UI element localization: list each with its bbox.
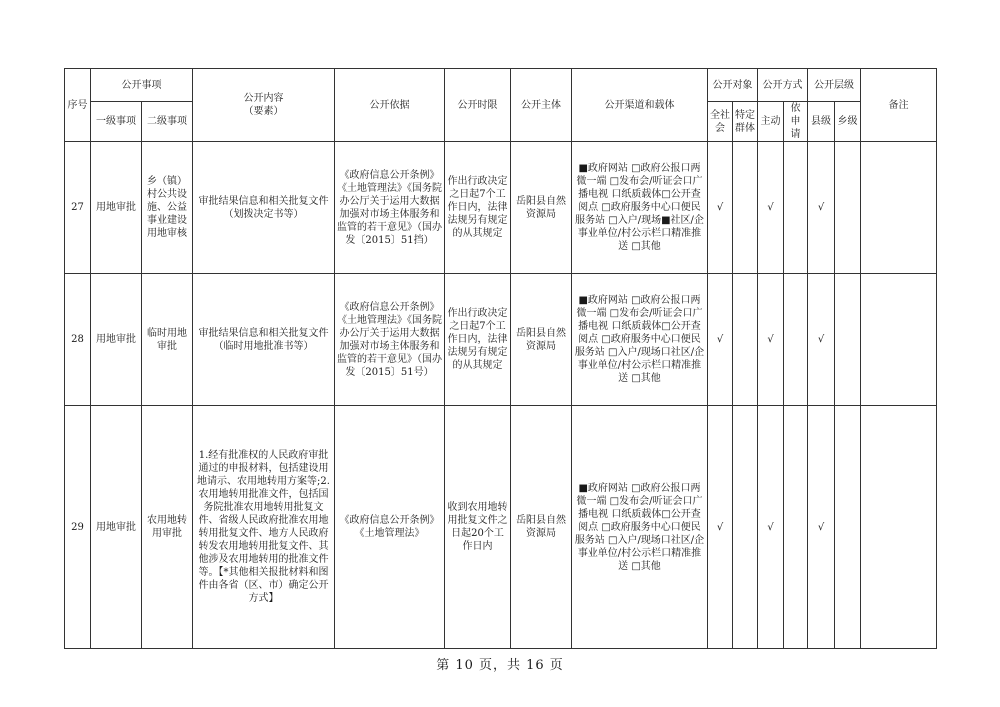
header-mode: 公开方式: [758, 69, 808, 102]
header-subject: 公开主体: [511, 69, 572, 142]
row-mode-active: √: [758, 406, 784, 649]
row-remarks: [861, 274, 937, 406]
row-time-limit: 作出行政决定之日起7个工作日内，法律法规另有规定的从其规定: [445, 142, 511, 274]
row-subject: 岳阳县自然资源局: [511, 274, 572, 406]
row-target-all: √: [708, 142, 733, 274]
header-channels: 公开渠道和载体: [572, 69, 708, 142]
table-row: [65, 142, 937, 274]
row-level-county: √: [808, 274, 835, 406]
header-target-specific: 特定群体: [733, 102, 758, 142]
row-mode-active: √: [758, 274, 784, 406]
row-mode-request: [784, 406, 808, 649]
row-subject: 岳阳县自然资源局: [511, 142, 572, 274]
row-remarks: [861, 142, 937, 274]
row-mode-active: √: [758, 142, 784, 274]
table-row: [65, 406, 937, 649]
header-level: 公开层级: [808, 69, 861, 102]
row-level1: 用地审批: [91, 274, 142, 406]
disclosure-table: [64, 68, 937, 649]
row-content: 1.经有批准权的人民政府审批通过的申报材料，包括建设用地请示、农用地转用方案等;2.农用地转用批准文件，包括国务院批准农用地转用批复文件、省级人民政府批准农用地转用批复文件、地方人民政府转发农用地转用批复文件、其他涉及农用地转用的批准文件等。【*其他相关报批材料和图件由各省（区、市）确定公开方式】: [193, 406, 335, 649]
row-level-county: √: [808, 142, 835, 274]
row-channels: ■政府网站 □政府公报口两微一端 □发布会/听证会口广播电视 口纸质载体□公开查阅点 □政府服务中心口便民服务站 □入户/现场■社区/企事业单位/村公示栏口精准推送 □其他: [572, 142, 708, 274]
row-subject: 岳阳县自然资源局: [511, 406, 572, 649]
row-content: 审批结果信息和相关批复文件（临时用地批准书等）: [193, 274, 335, 406]
header-basis: 公开依据: [335, 69, 445, 142]
row-target-all: √: [708, 406, 733, 649]
row-level2: 乡（镇）村公共设施、公益事业建设用地审核: [142, 142, 193, 274]
row-level-county: √: [808, 406, 835, 649]
header-seq: 序号: [65, 69, 91, 142]
row-level-town: [835, 274, 861, 406]
row-target-specific: [733, 142, 758, 274]
header-remarks: 备注: [861, 69, 937, 142]
row-remarks: [861, 406, 937, 649]
header-level2: 二级事项: [142, 102, 193, 142]
row-basis: 《政府信息公开条例》《土地管理法》《国务院办公厅关于运用大数据加强对市场主体服务和监管的若干意见》（国办发〔2015〕51号）: [335, 274, 445, 406]
row-level1: 用地审批: [91, 142, 142, 274]
row-level-town: [835, 406, 861, 649]
header-items: 公开事项: [91, 69, 193, 102]
row-channels: ■政府网站 □政府公报口两微一端 □发布会/听证会口广播电视 口纸质载体□公开查阅点 □政府服务中心口便民服务站 □入户/现场口社区/企事业单位/村公示栏口精准推送 □其他: [572, 406, 708, 649]
header-level-county: 县级: [808, 102, 835, 142]
row-seq: 27: [65, 142, 91, 274]
page-footer: 第 10 页，共 16 页: [436, 658, 564, 673]
row-level2: 临时用地审批: [142, 274, 193, 406]
row-time-limit: 作出行政决定之日起7个工作日内，法律法规另有规定的从其规定: [445, 274, 511, 406]
row-time-limit: 收到农用地转用批复文件之日起20个工作日内: [445, 406, 511, 649]
header-mode-active: 主动: [758, 102, 784, 142]
row-mode-request: [784, 142, 808, 274]
row-level1: 用地审批: [91, 406, 142, 649]
row-seq: 28: [65, 274, 91, 406]
header-level-town: 乡级: [835, 102, 861, 142]
row-channels: ■政府网站 □政府公报口两微一端 □发布会/听证会口广播电视 口纸质载体□公开查阅点 □政府服务中心口便民服务站 □入户/现场口社区/企事业单位/村公示栏口精准推送 □其他: [572, 274, 708, 406]
row-level2: 农用地转用审批: [142, 406, 193, 649]
row-level-town: [835, 142, 861, 274]
table-row: [65, 274, 937, 406]
row-content: 审批结果信息和相关批复文件（划拨决定书等）: [193, 142, 335, 274]
header-target: 公开对象: [708, 69, 758, 102]
row-basis: 《政府信息公开条例》《土地管理法》: [335, 406, 445, 649]
row-seq: 29: [65, 406, 91, 649]
header-mode-request: 依申请: [784, 102, 808, 142]
row-basis: 《政府信息公开条例》《土地管理法》《国务院办公厅关于运用大数据加强对市场主体服务和监管的若干意见》（国办发〔2015〕51挡）: [335, 142, 445, 274]
row-target-specific: [733, 406, 758, 649]
row-target-specific: [733, 274, 758, 406]
row-mode-request: [784, 274, 808, 406]
header-content: 公开内容 （要素）: [193, 69, 335, 142]
header-target-all: 全社会: [708, 102, 733, 142]
header-level1: 一级事项: [91, 102, 142, 142]
header-time-limit: 公开时限: [445, 69, 511, 142]
row-target-all: √: [708, 274, 733, 406]
